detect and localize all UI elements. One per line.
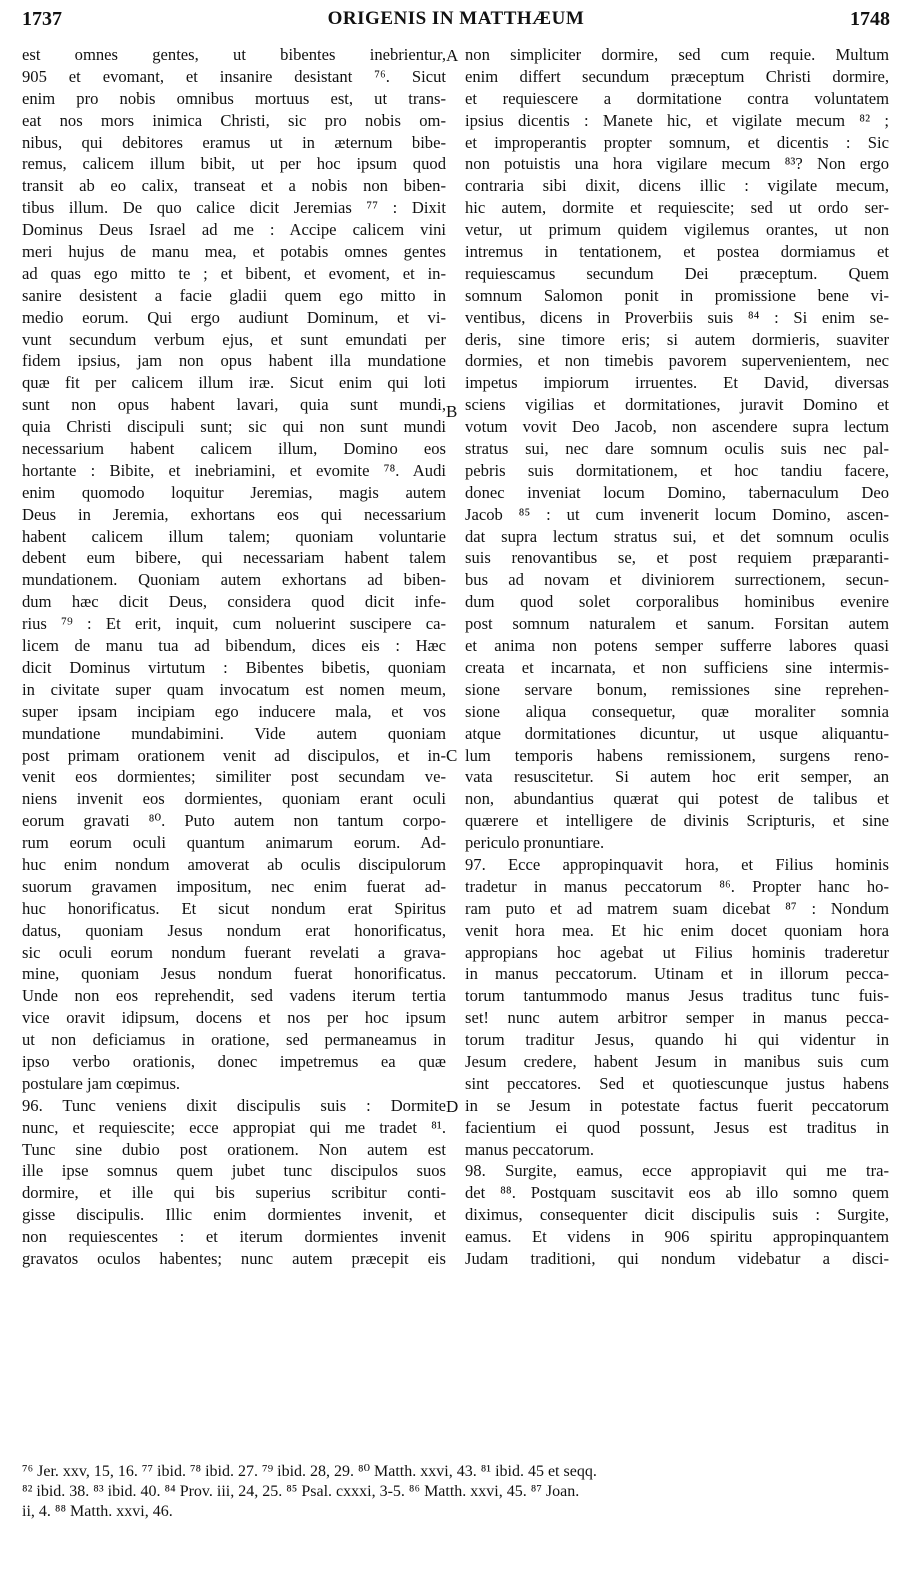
margin-marker-a: A xyxy=(446,46,459,65)
text-line: vetur, ut primum quidem vigilemus orantes, ut non xyxy=(465,220,889,240)
left-page-number: 1737 xyxy=(22,8,62,30)
text-line: ventibus, dicens in Proverbiis suis ⁸⁴ : Si enim se- xyxy=(465,307,889,327)
text-line: sciens vigilias et dormitationes, juravit Domino et xyxy=(465,395,889,415)
text-line: medio eorum. Qui ergo audiunt Dominum, et vi- xyxy=(22,307,446,327)
text-line: mundationem. Quoniam autem exhortans ad biben- xyxy=(22,570,446,590)
text-line: sione aliqua consequetur, quæ moraliter somnia xyxy=(465,701,889,721)
text-line: quæ fit per calicem illum iræ. Sicut enim qui loti xyxy=(22,373,446,393)
text-line: huc honorificatus. Et sicut nondum erat Spiritus xyxy=(22,898,446,918)
text-line: rius ⁷⁹ : Et erit, inquit, cum noluerint suscipere ca- xyxy=(22,614,446,634)
text-line: intremus in tentationem, et postea dormiamus et xyxy=(465,242,889,262)
text-line: ipso verbo orationis, donec impetremus ea quæ xyxy=(22,1051,446,1071)
text-line: enim differt secundum præceptum Christi dormire, xyxy=(465,66,889,86)
text-line: bus ad novam et diviniorem surrectionem, secun- xyxy=(465,570,889,590)
text-line: tibus illum. De quo calice dicit Jeremias ⁷⁷ : Dixit xyxy=(22,198,446,218)
text-line: Dominus Deus Israel ad me : Accipe calicem vini xyxy=(22,220,446,240)
text-line: contraria sibi dixit, dicens illic : vigilate mecum, xyxy=(465,176,889,196)
footnote-line: ⁸² ibid. 38. ⁸³ ibid. 40. ⁸⁴ Prov. iii, 24, 25. ⁸⁵ Psal. cxxxi, 3-5. ⁸⁶ Matth. xxvi, 45. ⁸⁷ Joan. xyxy=(22,1483,580,1500)
text-line: in manus peccatorum. Utinam et in illorum pecca- xyxy=(465,964,889,984)
text-line: sione servare bonum, remissiones sine reprehen- xyxy=(465,679,889,699)
text-line: creata et incarnata, et non sufficiens sine intermis- xyxy=(465,657,889,677)
text-line: tradetur in manus peccatorum ⁸⁶. Propter hanc ho- xyxy=(465,876,889,896)
text-line: vata resuscitetur. Si autem hoc erit semper, an xyxy=(465,767,889,787)
text-line: Unde non eos reprehendit, sed vadens iterum tertia xyxy=(22,986,446,1006)
text-line: enim pro nobis omnibus mortuus est, ut trans- xyxy=(22,88,446,108)
text-line: facientium ei quod possunt, Jesus est traditus in xyxy=(465,1117,889,1137)
text-line: ad quas ego mitto te ; et bibent, et evoment, et in- xyxy=(22,263,446,283)
text-line: huc enim nondum amoverat ab oculis discipulorum xyxy=(22,854,446,874)
text-line: lum temporis habens remissionem, surgens reno- xyxy=(465,745,889,765)
text-line: habent calicem illum talem; quoniam voluntarie xyxy=(22,526,446,546)
text-line: dat supra lectum stratus sui, et det somnum oculis xyxy=(465,526,889,546)
text-line: et requiescere a dormitatione contra voluntatem xyxy=(465,88,889,108)
text-line: dum hæc dicit Deus, considera quod dicit infe- xyxy=(22,592,446,612)
text-line: eat nos mors inimica Christi, sic pro nobis om- xyxy=(22,110,446,130)
text-line: remus, calicem illum bibit, ut per hoc ipsum quod xyxy=(22,154,446,174)
text-line: venit eos dormientes; similiter post secundam ve- xyxy=(22,767,446,787)
text-line: sunt non opus habent lavari, quia sunt mundi, xyxy=(22,395,446,415)
text-line: ille ipse somnus quem jubet tunc discipulos suos xyxy=(22,1161,446,1181)
text-line: dormire, et ille qui bis superius scribitur conti- xyxy=(22,1183,446,1203)
text-line: det ⁸⁸. Postquam suscitavit eos ab illo somno quem xyxy=(465,1183,889,1203)
right-column xyxy=(465,44,889,1270)
text-line: Tunc sine dubio post orationem. Non autem est xyxy=(22,1139,446,1159)
text-line: in se Jesum in potestate factus fuerit peccatorum xyxy=(465,1095,889,1115)
text-line: non, abundantius quærat qui potest de talibus et xyxy=(465,789,889,809)
text-line: sint peccatores. Sed et quotiescunque justus habens xyxy=(465,1073,889,1093)
margin-marker-c: C xyxy=(446,746,458,765)
text-line: enim quomodo loquitur Jeremias, magis autem xyxy=(22,482,446,502)
text-line: somnum Salomon ponit in promissione bene vi- xyxy=(465,285,889,305)
text-line: post primam orationem venit ad discipulos, et in- xyxy=(22,745,446,765)
text-line: meri hujus de manu mea, et potabis omnes gentes xyxy=(22,242,446,262)
text-line: non simpliciter dormire, sed cum requie. Multum xyxy=(465,45,889,64)
text-line: mine, quoniam Jesus nondum fuerat honorificatus. xyxy=(22,964,446,984)
page-header xyxy=(22,8,890,38)
text-line: gravatos oculos habentes; nunc autem præcepit eis xyxy=(22,1248,446,1268)
text-line: stratus sui, nec dare somnum oculis suis nec pal- xyxy=(465,439,889,459)
text-line: dicit Dominus virtutum : Bibentes bibetis, quoniam xyxy=(22,657,446,677)
text-line: gisse discipulis. Illic enim dormientes invenit, et xyxy=(22,1205,446,1225)
text-line: ut non deficiamus in oratione, sed permaneamus in xyxy=(22,1030,446,1050)
text-line: hortante : Bibite, et inebriamini, et evomite ⁷⁸. Audi xyxy=(22,460,446,480)
text-line: quærere et intelligere de divinis Scripturis, et sine xyxy=(465,811,889,831)
text-line: donec inveniat locum Domino, tabernaculum Deo xyxy=(465,482,889,502)
text-line: ipsius dicentis : Manete hic, et vigilate mecum ⁸² ; xyxy=(465,110,889,130)
text-line: debent eum bibere, qui necessariam habent talem xyxy=(22,548,446,568)
text-line: diximus, consequenter dicit discipulis suis : Surgite, xyxy=(465,1205,889,1225)
text-line: venit hora mea. Et hic enim docet quoniam hora xyxy=(465,920,889,940)
text-line: torum tantummodo manus Jesus traditus tunc fuis- xyxy=(465,986,889,1006)
text-line: non potuistis una hora vigilare mecum ⁸³? Non ergo xyxy=(465,154,889,174)
text-line: sanire desistent a facie gladii quem ego mitto in xyxy=(22,285,446,305)
text-line: impetus impiorum irruentes. Et David, diversas xyxy=(465,373,889,393)
text-line: vice oravit idipsum, docens et nos per hoc ipsum xyxy=(22,1008,446,1028)
text-line: eorum gravati ⁸⁰. Puto autem non tantum corpo- xyxy=(22,811,446,831)
text-line: non requiescentes : et iterum dormientes invenit xyxy=(22,1227,446,1247)
text-line: dormies, et non timebis pavorem supervenientem, nec xyxy=(465,351,889,371)
text-line: et anima non potens semper sufferre labores quasi xyxy=(465,636,889,656)
text-line: Judam traditioni, qui nondum videbatur a disci- xyxy=(465,1248,889,1268)
running-title: ORIGENIS IN MATTHÆUM xyxy=(327,8,585,29)
text-line: Deus in Jeremia, exhortans eos qui necessarium xyxy=(22,504,446,524)
text-line: Jacob ⁸⁵ : ut cum invenerit locum Domino, ascen- xyxy=(465,504,889,524)
text-line: ram puto et ad matrem suam dicebat ⁸⁷ : Nondum xyxy=(465,898,889,918)
text-line: super ipsam incipiam ego inducere mala, et vos xyxy=(22,701,446,721)
text-line: datus, quoniam Jesus nondum erat honorificatus, xyxy=(22,920,446,940)
text-line: dum quod solet corporalibus hominibus evenire xyxy=(465,592,889,612)
right-page-number: 1748 xyxy=(850,8,890,30)
text-line: votum vovit Deo Jacob, non ascendere supra lectum xyxy=(465,417,889,437)
text-line: vunt secundum verbum ejus, et sunt emundati per xyxy=(22,329,446,349)
text-line: est omnes gentes, ut bibentes inebrientur, xyxy=(22,45,446,64)
text-line: mundatione mundabimini. Vide autem quoniam xyxy=(22,723,446,743)
text-line: niens invenit eos dormientes, quoniam erant oculi xyxy=(22,789,446,809)
footnote-line: ⁷⁶ Jer. xxv, 15, 16. ⁷⁷ ibid. ⁷⁸ ibid. 27. ⁷⁹ ibid. 28, 29. ⁸⁰ Matth. xxvi, 43. ⁸¹ ibid. 45 et seqq. xyxy=(22,1463,597,1480)
text-line: set! nunc autem arbitror semper in manus pecca- xyxy=(465,1008,889,1028)
text-line: transit ab eo calix, transeat et a nobis non biben- xyxy=(22,176,446,196)
text-line: postulare jam cœpimus. xyxy=(22,1073,181,1093)
text-line: rum eorum oculi quantum animarum eorum. Ad- xyxy=(22,833,446,853)
text-line: 97. Ecce appropinquavit hora, et Filius hominis xyxy=(465,854,889,874)
footnote-line: ii, 4. ⁸⁸ Matth. xxvi, 46. xyxy=(22,1503,173,1520)
left-column xyxy=(22,44,446,1270)
text-line: 905 et evomant, et insanire desistant ⁷⁶. Sicut xyxy=(22,66,446,86)
text-line: manus peccatorum. xyxy=(465,1139,595,1159)
text-line: 96. Tunc veniens dixit discipulis suis : Dormite xyxy=(22,1095,446,1115)
text-line: sic oculi eorum nondum fuerant revelati a grava- xyxy=(22,942,446,962)
text-line: licem de manu tua ad bibendum, dices eis : Hæc xyxy=(22,636,446,656)
text-line: necessarium habent calicem illum, Domino eos xyxy=(22,439,446,459)
text-line: pebris suis dormitationem, et hoc tandiu facere, xyxy=(465,460,889,480)
text-line: Jesum credere, habent Jesum in manibus suis cum xyxy=(465,1051,889,1071)
text-line: quia Christi discipuli sunt; sic qui non sunt mundi xyxy=(22,417,446,437)
text-line: hic autem, dormite et requiescite; sed ut ordo ser- xyxy=(465,198,889,218)
text-line: deris, sine timore eris; si autem dormieris, suaviter xyxy=(465,329,889,349)
footnotes xyxy=(22,1462,890,1522)
margin-marker-d: D xyxy=(446,1097,459,1116)
text-line: et improperantis propter somnum, et dicentis : Sic xyxy=(465,132,889,152)
margin-marker-b: B xyxy=(446,402,458,421)
text-line: suorum gravamen impositum, nec enim fuerat ad- xyxy=(22,876,446,896)
text-line: post somnum naturalem et sanum. Forsitan autem xyxy=(465,614,889,634)
text-line: 98. Surgite, eamus, ecce appropiavit qui me tra- xyxy=(465,1161,889,1181)
text-line: eamus. Et videns in 906 spiritu appropinquantem xyxy=(465,1227,889,1247)
text-line: fidem ipsius, jam non opus habent illa mundatione xyxy=(22,351,446,371)
text-line: nibus, qui debitores eramus ut in æternum bibe- xyxy=(22,132,446,152)
text-line: atque dormitationes dicuntur, ut usque aliquantu- xyxy=(465,723,889,743)
text-line: suis renovantibus se, et post requiem præparanti- xyxy=(465,548,889,568)
text-line: nunc, et requiescite; ecce appropiat qui me tradet ⁸¹. xyxy=(22,1117,446,1137)
text-line: appropians hoc agebat ut Filius hominis traderetur xyxy=(465,942,889,962)
text-line: periculo pronuntiare. xyxy=(465,833,605,853)
text-line: torum traditur Jesus, quando hi qui videntur in xyxy=(465,1030,889,1050)
text-line: requiescamus secundum Dei præceptum. Quem xyxy=(465,263,889,283)
text-line: in civitate super quam invocatum est nomen meum, xyxy=(22,679,446,699)
